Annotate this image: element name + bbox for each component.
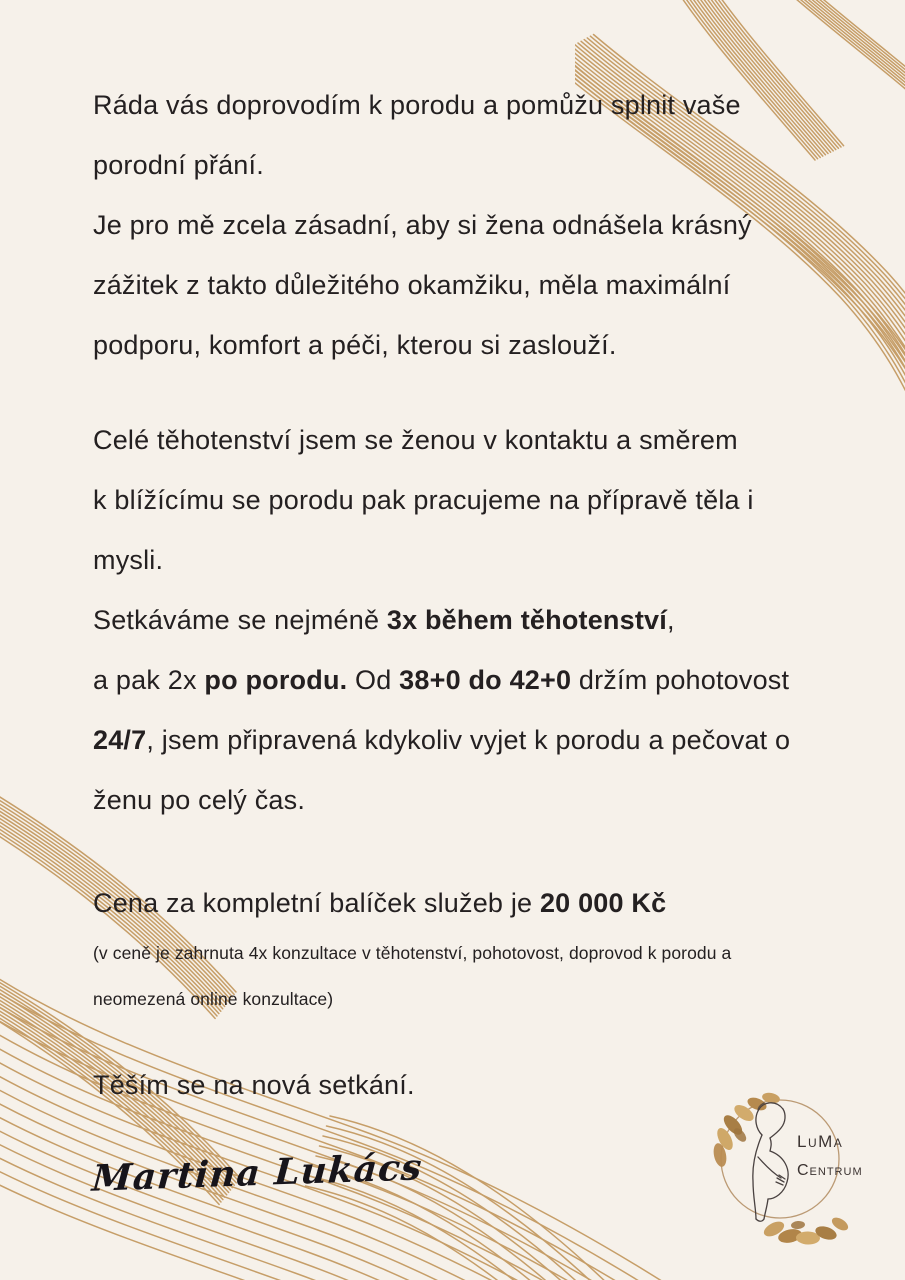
process-paragraph xyxy=(93,410,790,830)
signature: Martina Lukács xyxy=(90,1146,424,1200)
text-line: (v ceně je zahrnuta 4x konzultace v těhotenství, pohotovost, doprovod k porodu a xyxy=(93,943,732,963)
text-line: Celé těhotenství jsem se ženou v kontaktu a směrem xyxy=(93,425,738,455)
text-line: k blížícímu se porodu pak pracujeme na přípravě těla i xyxy=(93,485,754,515)
text-line: podporu, komfort a péči, kterou si zaslouží. xyxy=(93,330,617,360)
text-line: Ráda vás doprovodím k porodu a pomůžu splnit vaše xyxy=(93,90,741,120)
logo-title-line1: LuMa xyxy=(797,1132,844,1151)
text-line: mysli. xyxy=(93,545,164,575)
text-line: Setkáváme se nejméně 3x během těhotenství, xyxy=(93,605,675,635)
text-line: Cena za kompletní balíček služeb je 20 000 Kč xyxy=(93,888,667,918)
wreath-leaves-bottom xyxy=(761,1215,850,1245)
logo-text xyxy=(797,1127,863,1185)
text-line: porodní přání. xyxy=(93,150,264,180)
intro-paragraph xyxy=(93,75,752,375)
pregnant-woman-icon xyxy=(753,1103,788,1221)
logo-title-line2: Centrum xyxy=(797,1162,863,1179)
price-note xyxy=(93,930,731,1022)
text-line: ženu po celý čas. xyxy=(93,785,306,815)
text-line: zážitek z takto důležitého okamžiku, měla maximální xyxy=(93,270,731,300)
text-line: Je pro mě zcela zásadní, aby si žena odnášela krásný xyxy=(93,210,752,240)
text-line: neomezená online konzultace) xyxy=(93,989,334,1009)
luma-centrum-logo xyxy=(700,1083,890,1265)
text-line: a pak 2x po porodu. Od 38+0 do 42+0 držím pohotovost xyxy=(93,665,790,695)
text-line: 24/7, jsem připravená kdykoliv vyjet k porodu a pečovat o xyxy=(93,725,791,755)
closing-line: Těším se na nová setkání. xyxy=(93,1070,415,1100)
price-line xyxy=(93,873,666,933)
